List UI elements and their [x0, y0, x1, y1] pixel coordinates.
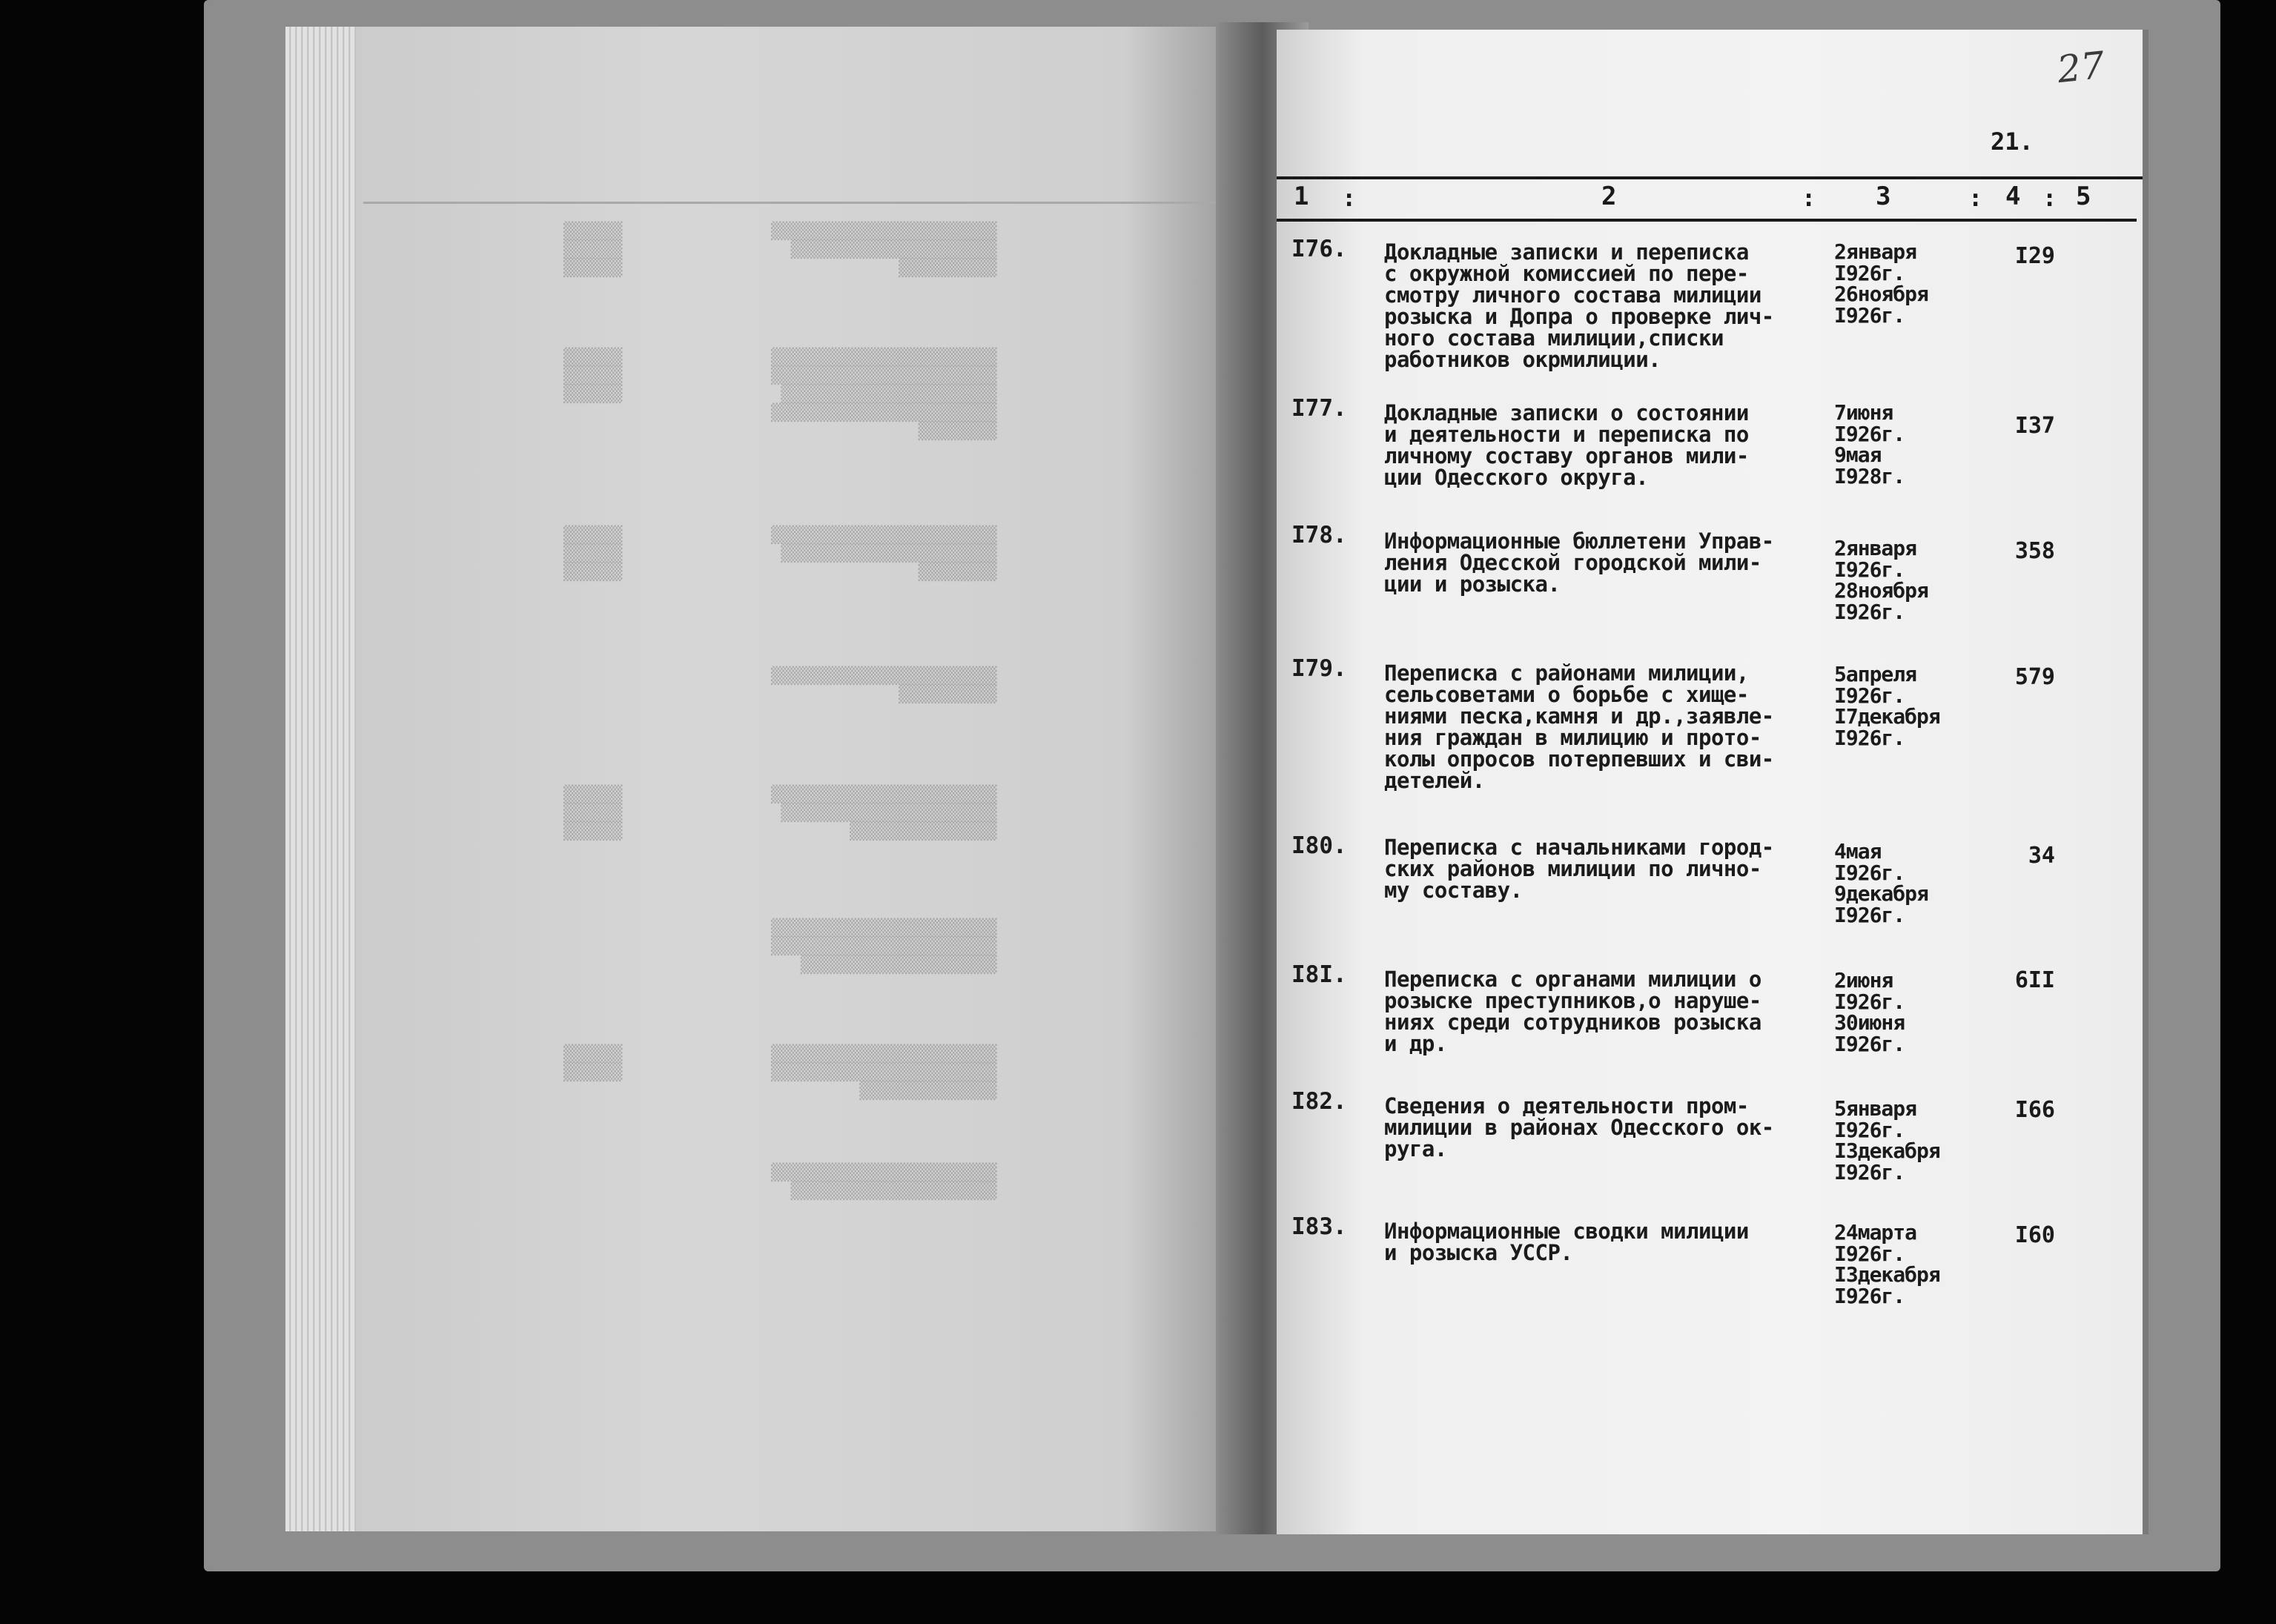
entry-dates: 24марта I926г. I3декабря I926г. — [1834, 1220, 1940, 1308]
entry-title: Докладные записки и переписка с окружной комиссией по пере- смотру личного состава милиции розыска и Допра о проверке лич- ного состава милиции,списки работников окрмилиции. — [1384, 239, 1774, 372]
entry-sheet-count: I60 — [2014, 1222, 2055, 1248]
entry-sheet-count: I29 — [2014, 243, 2055, 269]
entry-number: I78. — [1291, 522, 1347, 548]
column-separator: : — [1342, 184, 1357, 212]
handwritten-page-number: 27 — [2055, 43, 2107, 92]
column-header-4: 4 — [2005, 182, 2021, 211]
bleed-through-texture: ▒▒▒▒▒▒▒▒▒▒▒▒▒▒▒▒▒▒▒▒▒▒▒ ▒▒▒▒▒▒▒▒▒▒▒▒▒▒▒▒▒▒▒▒▒ — [771, 1164, 997, 1201]
entry-dates: 4мая I926г. 9декабря I926г. — [1834, 839, 1928, 927]
entry-number: I82. — [1291, 1088, 1347, 1115]
entry-dates: 7июня I926г. 9мая I928г. — [1834, 400, 1905, 488]
bleed-through-texture: ▒▒▒▒▒▒▒▒▒▒▒▒▒▒▒▒▒▒▒▒▒▒▒ ▒▒▒▒▒▒▒▒▒▒▒▒▒▒▒▒▒▒▒▒▒▒ ▒▒▒▒▒▒▒▒▒▒▒▒▒▒▒ — [771, 786, 997, 841]
bleed-through-texture: ▒▒▒▒▒▒▒▒▒▒▒▒▒▒▒▒▒▒▒▒▒▒▒ ▒▒▒▒▒▒▒▒▒▒▒▒▒▒▒▒▒▒▒▒▒▒▒ ▒▒▒▒▒▒▒▒▒▒▒▒▒▒▒▒▒▒▒▒▒▒ ▒▒▒▒▒▒▒▒▒▒▒▒▒▒▒▒▒▒▒▒▒▒▒ ▒▒▒▒▒▒▒▒ — [771, 348, 997, 441]
entry-sheet-count: I37 — [2014, 413, 2055, 439]
entry-title: Информационные сводки милиции и розыска УССР. — [1384, 1219, 1749, 1265]
entry-dates: 2июня I926г. 30июня I926г. — [1834, 968, 1905, 1056]
column-header-1: 1 — [1294, 182, 1309, 211]
column-separator: : — [1968, 184, 1983, 212]
entry-number: I80. — [1291, 832, 1347, 859]
entry-title: Сведения о деятельности пром- милиции в районах Одесского ок- руга. — [1384, 1093, 1774, 1161]
bleed-through-texture: ▒▒▒▒▒▒ ▒▒▒▒▒▒ ▒▒▒▒▒▒ — [563, 526, 623, 582]
bleed-through-texture: ▒▒▒▒▒▒▒▒▒▒▒▒▒▒▒▒▒▒▒▒▒▒▒ ▒▒▒▒▒▒▒▒▒▒▒▒▒▒▒▒▒▒▒▒▒ ▒▒▒▒▒▒▒▒▒▒ — [771, 222, 997, 278]
entry-dates: 5января I926г. I3декабря I926г. — [1834, 1096, 1940, 1184]
entry-dates: 2января I926г. 28ноября I926г. — [1834, 536, 1928, 624]
bleed-through-texture: ▒▒▒▒▒▒▒▒▒▒▒▒▒▒▒▒▒▒▒▒▒▒▒ ▒▒▒▒▒▒▒▒▒▒ — [771, 667, 997, 704]
table-header-rule-top — [1277, 176, 2143, 179]
left-page-rule — [363, 202, 1260, 204]
bleed-through-texture: ▒▒▒▒▒▒ ▒▒▒▒▒▒ ▒▒▒▒▒▒ — [563, 348, 623, 404]
entry-dates: 5апреля I926г. I7декабря I926г. — [1834, 662, 1940, 750]
column-header-2: 2 — [1601, 182, 1617, 211]
table-header-rule-bottom — [1277, 219, 2137, 222]
entry-number: I77. — [1291, 395, 1347, 422]
entry-number: I76. — [1291, 236, 1347, 262]
entry-title: Переписка с районами милиции, сельсоветами о борьбе с хище- ниями песка,камня и др.,заявле- ния граждан в милицию и прото- колы опросов потерпевших и сви- детелей. — [1384, 660, 1774, 793]
column-header-3: 3 — [1876, 182, 1891, 211]
column-separator: : — [1802, 184, 1816, 212]
entry-number: I79. — [1291, 655, 1347, 682]
bleed-through-texture: ▒▒▒▒▒▒ ▒▒▒▒▒▒ ▒▒▒▒▒▒ — [563, 222, 623, 278]
bleed-through-texture: ▒▒▒▒▒▒▒▒▒▒▒▒▒▒▒▒▒▒▒▒▒▒▒ ▒▒▒▒▒▒▒▒▒▒▒▒▒▒▒▒▒▒▒▒▒▒▒ ▒▒▒▒▒▒▒▒▒▒▒▒▒▒▒▒▒▒▒▒ — [771, 919, 997, 975]
entry-sheet-count: 579 — [2014, 664, 2055, 690]
page-stack-edge — [285, 27, 356, 1531]
bleed-through-texture: ▒▒▒▒▒▒▒▒▒▒▒▒▒▒▒▒▒▒▒▒▒▒▒ ▒▒▒▒▒▒▒▒▒▒▒▒▒▒▒▒▒▒▒▒▒▒ ▒▒▒▒▒▒▒▒ — [771, 526, 997, 582]
entry-sheet-count: 34 — [2028, 843, 2055, 869]
entry-number: I8I. — [1291, 961, 1347, 988]
entry-sheet-count: I66 — [2014, 1097, 2055, 1123]
column-separator: : — [2042, 184, 2057, 212]
entry-number: I83. — [1291, 1213, 1347, 1240]
page-number: 21. — [1991, 127, 2034, 156]
entry-sheet-count: 358 — [2014, 538, 2055, 564]
bleed-through-texture: ▒▒▒▒▒▒ ▒▒▒▒▒▒ ▒▒▒▒▒▒ — [563, 786, 623, 841]
entry-title: Переписка с органами милиции о розыске преступников,о наруше- ниях среди сотрудников розыска и др. — [1384, 967, 1761, 1056]
bleed-through-texture: ▒▒▒▒▒▒ ▒▒▒▒▒▒ — [563, 1045, 623, 1082]
bleed-through-texture: ▒▒▒▒▒▒▒▒▒▒▒▒▒▒▒▒▒▒▒▒▒▒▒ ▒▒▒▒▒▒▒▒▒▒▒▒▒▒▒▒▒▒▒▒▒▒▒ ▒▒▒▒▒▒▒▒▒▒▒▒▒▒ — [771, 1045, 997, 1101]
column-header-5: 5 — [2076, 182, 2091, 211]
entry-sheet-count: 6II — [2014, 967, 2055, 993]
entry-dates: 2января I926г. 26ноября I926г. — [1834, 239, 1928, 328]
entry-title: Докладные записки о состоянии и деятельности и переписка по личному составу органов мили- ции Одесского округа. — [1384, 400, 1749, 490]
entry-title: Информационные бюллетени Управ- ления Одесской городской мили- ции и розыска. — [1384, 528, 1774, 597]
entry-title: Переписка с начальниками город- ских районов милиции по лично- му составу. — [1384, 835, 1774, 903]
